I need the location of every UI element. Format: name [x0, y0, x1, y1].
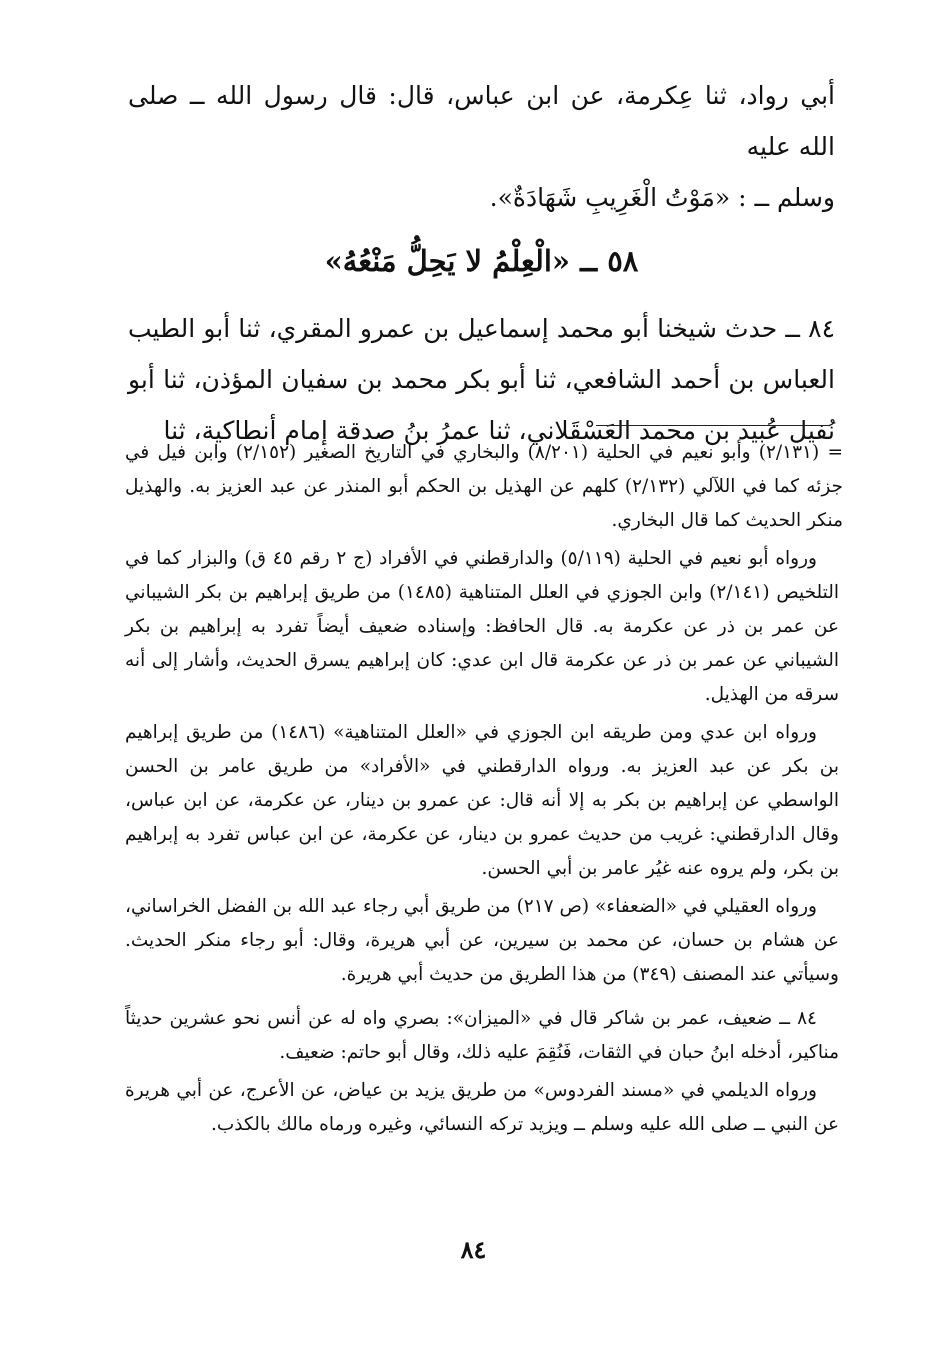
page-number: ٨٤ [460, 1235, 487, 1264]
footnote-paragraph: ورواه الديلمي في «مسند الفردوس» من طريق يزيد بن عياض، عن الأعرج، عن أبي هريرة عن النبي ــ صلى الله عليه وسلم ــ ويزيد تركه النسائي، وغيره ورماه مالك بالكذب. [125, 1080, 839, 1135]
footnote-paragraph: ورواه ابن عدي ومن طريقه ابن الجوزي في «العلل المتناهية» (١٤٨٦) من طريق إبراهيم بن بكر عن عبد العزيز به. ورواه الدارقطني في «الأفراد» من طريق عامر بن الحسن الواسطي عن إبراهيم بن بكر به إلا أنه قال: عن عمرو بن دينار، عن عكرمة، عن ابن عباس، وقال الدارقطني: غريب من حديث عمرو بن دينار، عن عكرمة، عن ابن عباس تفرد به إبراهيم بن بكر، ولم يروه عنه غيُر عامر بن أبي الحسن. [125, 722, 839, 879]
main-text [128, 70, 835, 456]
footnote-paragraph: ٨٤ ــ ضعيف، عمر بن شاكر قال في «الميزان»: بصري واه له عن أنس نحو عشرين حديثاً مناكير، أدخله ابنُ حبان في الثقات، فَنُقِمَ عليه ذلك، وقال أبو حاتم: ضعيف. [125, 1008, 839, 1063]
intro-paragraph-line1: أبي رواد، ثنا عِكرمة، عن ابن عباس، قال: قال رسول الله ــ صلى الله عليه [128, 81, 835, 161]
footnote-paragraph: ورواه أبو نعيم في الحلية (٥/١١٩) والدارقطني في الأفراد (ج ٢ رقم ٤٥ ق) والبزار كما في التلخيص (٢/١٤١) وابن الجوزي في العلل المتناهية (١٤٨٥) من طريق إبراهيم بن بكر الشيباني عن عمر بن ذر عن عكرمة به. قال الحافظ: وإسناده ضعيف أيضاً تفرد به إبراهيم بن بكر الشيباني عن عمر بن ذر عن عكرمة قال ابن عدي: كان إبراهيم يسرق الحديث، وأشار إلى أنه سرقه من الهذيل. [125, 548, 839, 705]
footnote-divider [596, 425, 828, 426]
intro-paragraph-line2: وسلم ــ : «مَوْتُ الْغَرِيبِ شَهَادَةٌ». [489, 183, 835, 212]
hadith-paragraph: ٨٤ ــ حدث شيخنا أبو محمد إسماعيل بن عمرو المقري، ثنا أبو الطيب العباس بن أحمد الشافعي، ثنا أبو بكر محمد بن سفيان المؤذن، ثنا أبو نُفيل عُبيد بن محمد العَسْقَلاني، ثنا عمرُ بنُ صدقة إمام أنطاكية، ثنا [128, 314, 835, 445]
section-heading: ٥٨ ــ «الْعِلْمُ لا يَحِلُّ مَنْعُهُ» [324, 244, 639, 278]
footnotes [125, 436, 843, 1146]
footnote-paragraph: ورواه العقيلي في «الضعفاء» (ص ٢١٧) من طريق أبي رجاء عبد الله بن الفضل الخراساني، عن هشام بن حسان، عن محمد بن سيرين، عن أبي هريرة، وقال: أبو رجاء منكر الحديث. وسيأتي عند المصنف (٣٤٩) من هذا الطريق من حديث أبي هريرة. [125, 896, 839, 985]
footnote-paragraph: = (٢/١٣١) وأبو نعيم في الحلية (٨/٢٠١) والبخاري في التاريخ الصغير (٢/١٥٢) وابن فيل في جزئه كما في اللآلي (٢/١٣٢) كلهم عن الهذيل بن الحكم أبو المنذر عن عبد العزيز به. والهذيل منكر الحديث كما قال البخاري. [125, 442, 843, 531]
